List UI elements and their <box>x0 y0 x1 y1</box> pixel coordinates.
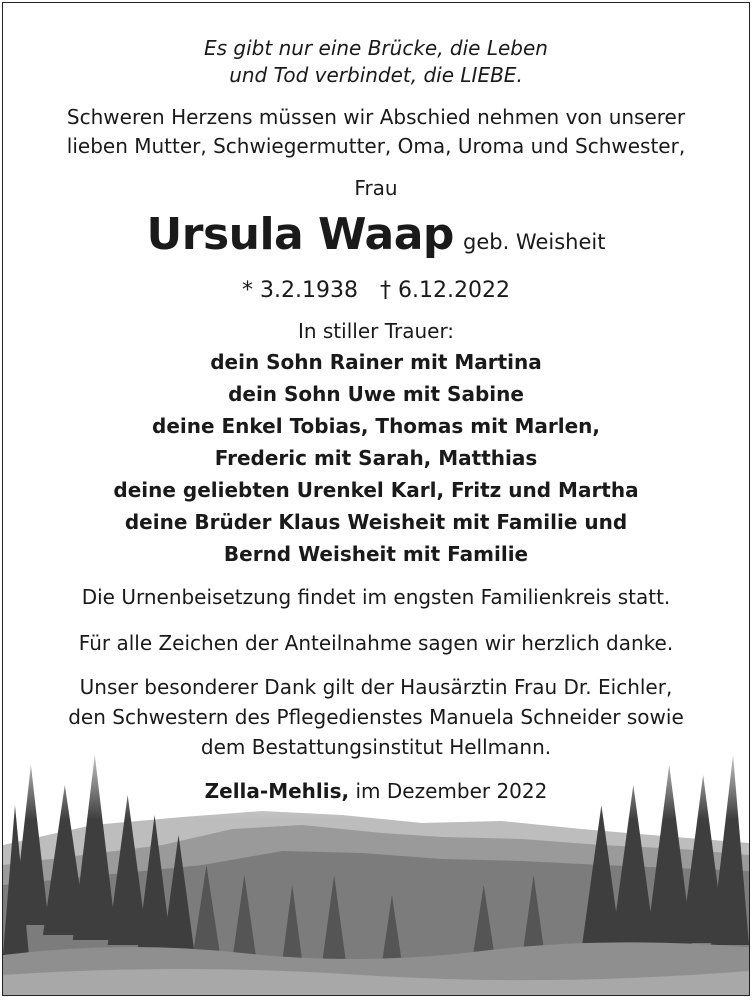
mourner-line: deine Brüder Klaus Weisheit mit Familie und <box>124 510 628 534</box>
deceased-name: Ursula Waap <box>146 209 454 260</box>
burial-note: Die Urnenbeisetzung findet im engsten Familienkreis statt. <box>81 585 671 609</box>
deceased-name-row <box>3 207 749 272</box>
mourner-line: dein Sohn Rainer mit Martina <box>210 350 542 374</box>
mourner-line: Bernd Weisheit mit Familie <box>223 542 529 566</box>
mourners-list <box>3 346 749 570</box>
notice-text <box>3 3 749 806</box>
place-date <box>3 776 749 806</box>
place: Zella-Mehlis, <box>204 779 350 803</box>
birth-name: geb. Weisheit <box>463 230 606 254</box>
mourner-line: Frederic mit Sarah, Matthias <box>214 446 538 470</box>
mourner-line: deine Enkel Tobias, Thomas mit Marlen, <box>152 414 600 438</box>
intro-text: Schweren Herzens müssen wir Abschied nehmen von unserer lieben Mutter, Schwiegermutter, Oma, Uroma und Schwester, <box>66 105 686 158</box>
date: im Dezember 2022 <box>355 779 548 803</box>
life-dates <box>3 276 749 306</box>
mourning-intro: In stiller Trauer: <box>297 319 455 343</box>
mourner-line: deine geliebten Urenkel Karl, Fritz und Martha <box>113 478 639 502</box>
thanks-general: Für alle Zeichen der Anteilnahme sagen wir herzlich danke. <box>78 631 674 655</box>
birth-date: * 3.2.1938 <box>242 278 358 303</box>
salutation: Frau <box>354 176 398 200</box>
obituary-notice <box>2 2 750 996</box>
thanks-special: Unser besonderer Dank gilt der Hausärztin Frau Dr. Eichler, den Schwestern des Pflegedienstes Manuela Schneider sowie dem Bestattungsinstitut Hellmann. <box>68 675 684 759</box>
mourner-line: dein Sohn Uwe mit Sabine <box>228 382 524 406</box>
motto: Es gibt nur eine Brücke, die Leben und Tod verbindet, die LIEBE. <box>204 36 548 87</box>
death-date: † 6.12.2022 <box>380 278 510 303</box>
